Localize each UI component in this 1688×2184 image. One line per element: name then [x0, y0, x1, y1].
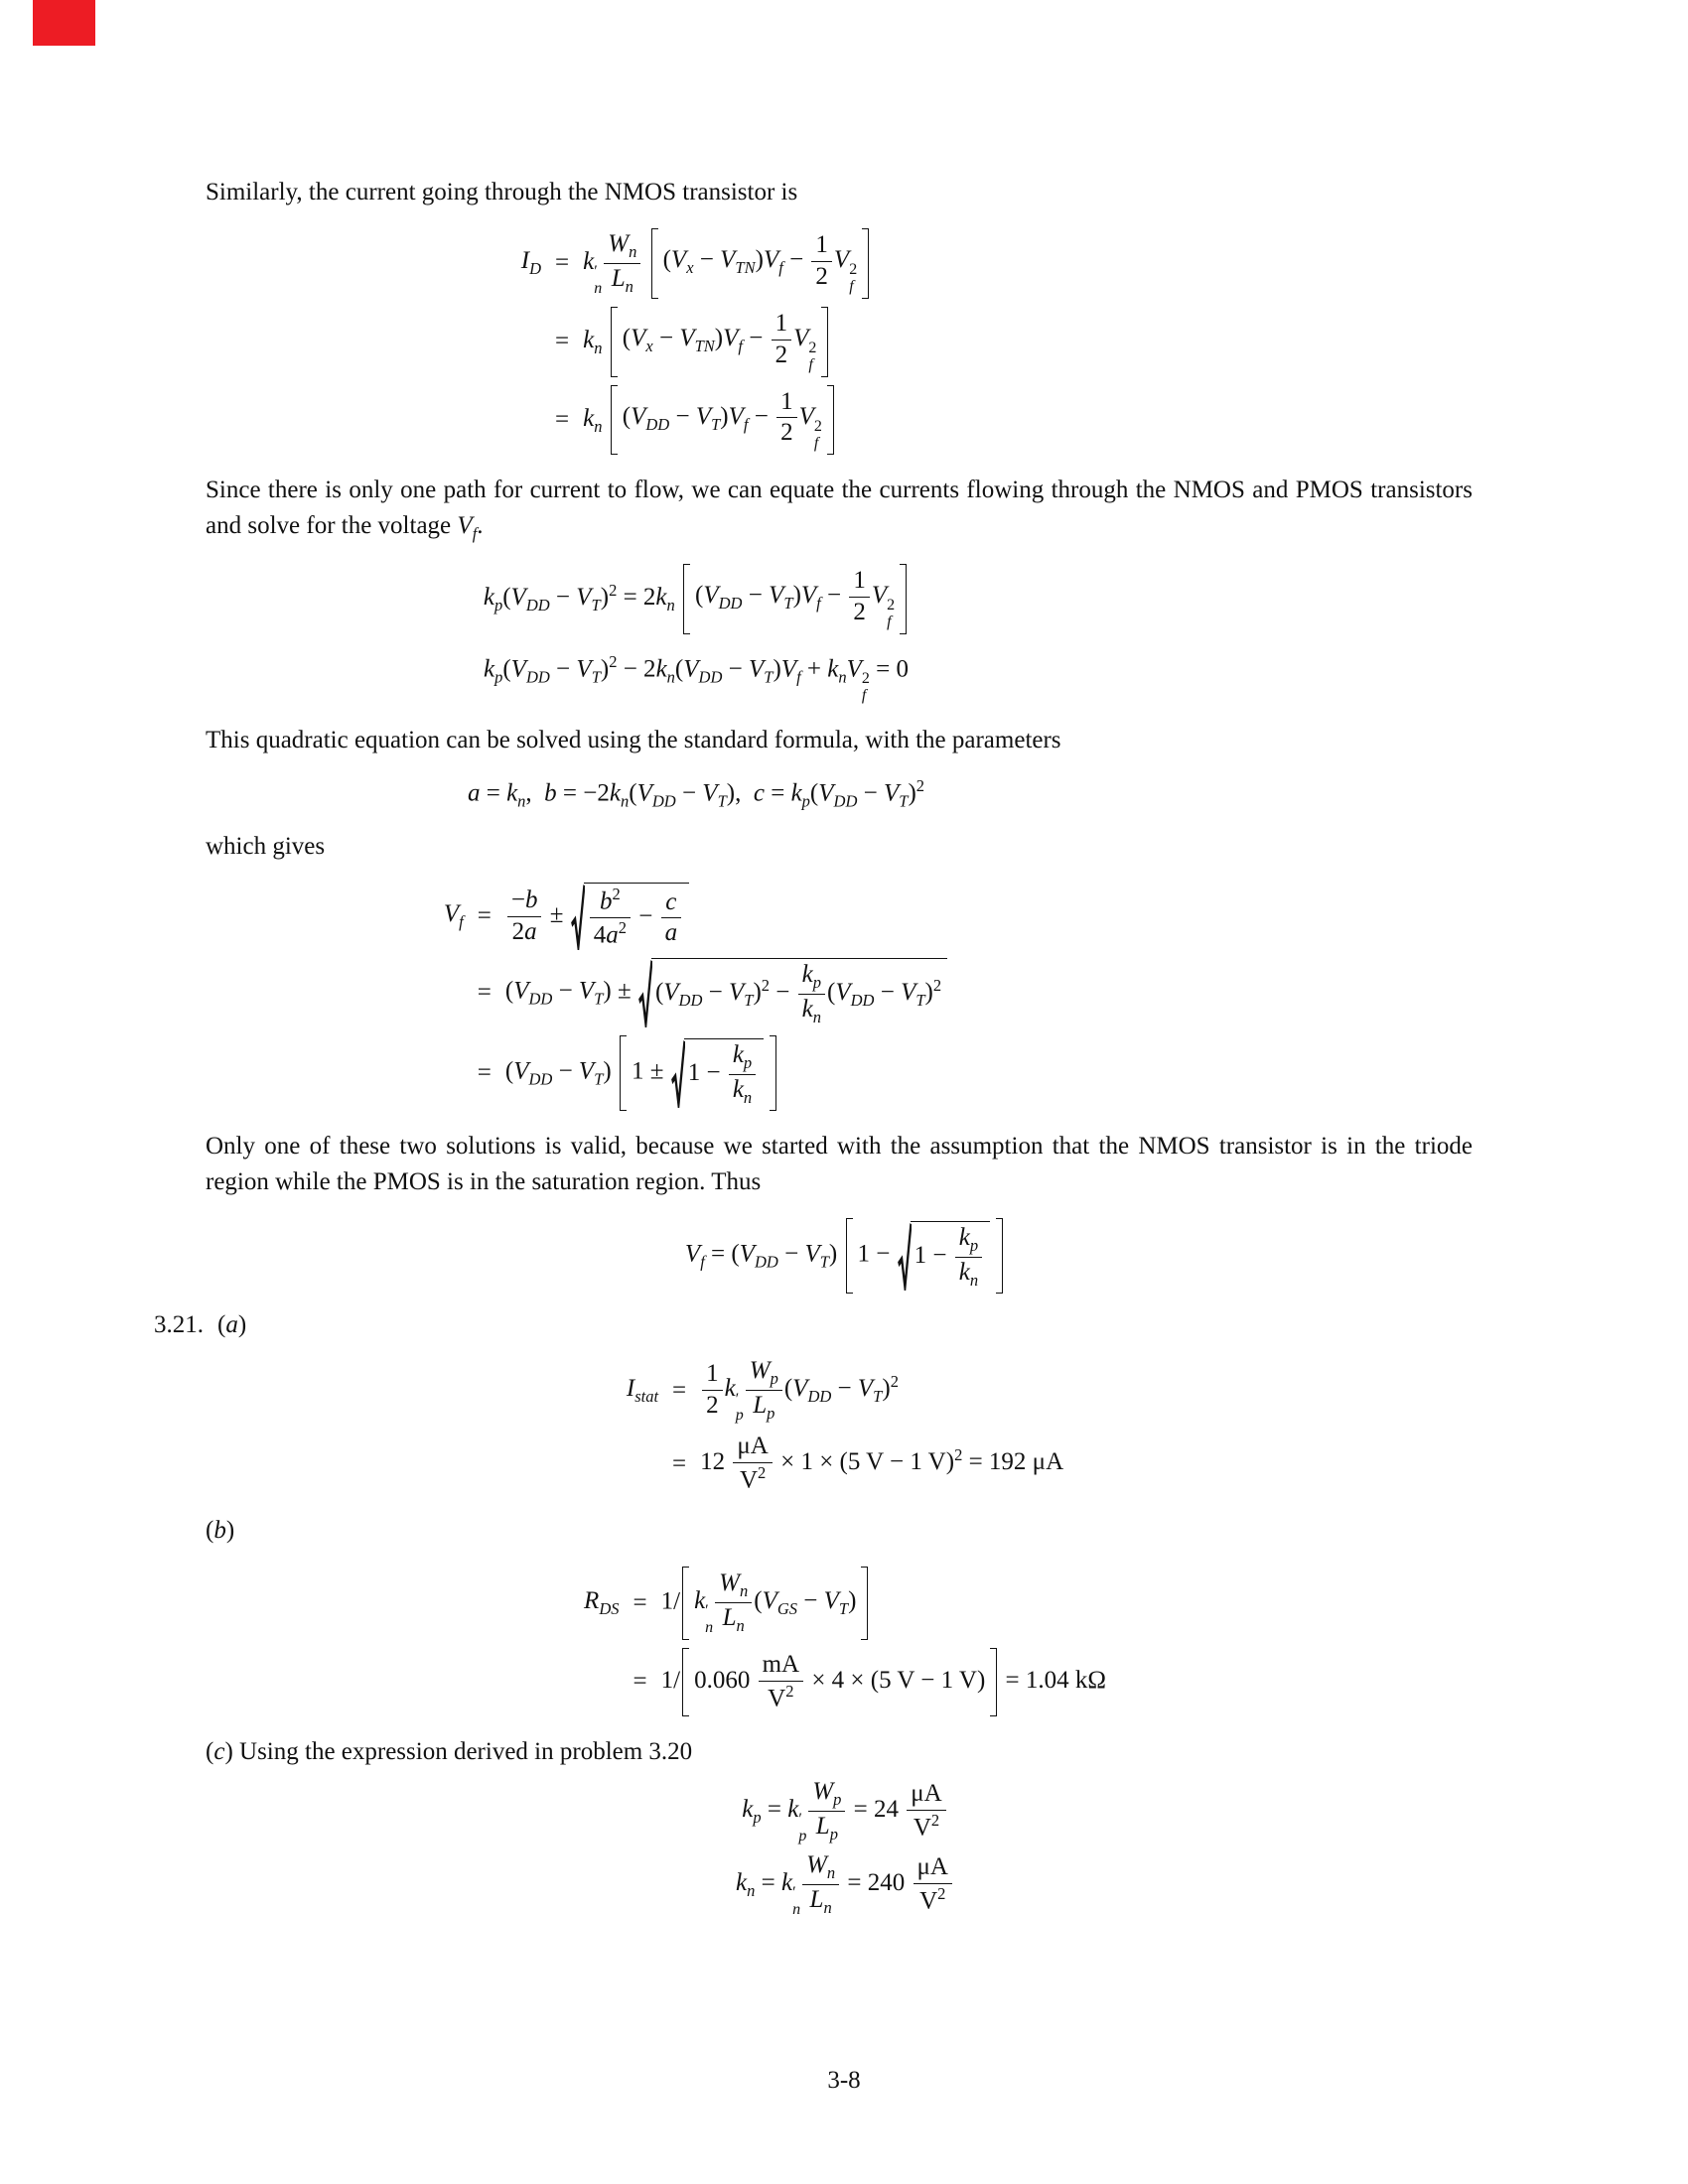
eq-rhs: 1/ 0.060 $\frac{mA}{V^2}$ × 4 × (5 V − 1 V) = 1.04 kΩ — [661, 1648, 1106, 1716]
part-a-label: (a) — [217, 1311, 247, 1339]
equation-drain-current — [57, 228, 1336, 455]
equation-istat — [206, 1357, 1484, 1495]
equation-equated-currents: $k_p(V_{DD} - V_T)^2 = 2k_n$ $(V_{DD} - V_T)V_f$ − $\frac{1}{2}$ V 2 f — [57, 564, 1336, 634]
eq-rhs: $\frac{-b}{2a}$ ± $\frac{b^2}{4a^2}$ − $\frac{c}{a}$ — [505, 883, 690, 950]
eq-rhs: $k_n$ $(V_{DD} - V_T)V_f$ − $\frac{1}{2}$ V 2 f — [583, 385, 836, 456]
equation-vf-final: $V_f = (V_{DD} - V_T)$ 1 − 1 − $\frac{k_p}{k_n}$ — [206, 1218, 1484, 1294]
paragraph-equate-currents: Since there is only one path for current to flow, we can equate the currents flowing through the NMOS and PMOS transistors and solve for the voltage $V_f$. — [206, 477, 1473, 544]
paragraph-which-gives: which gives — [206, 833, 326, 861]
eq-equals: = — [633, 1668, 647, 1696]
paragraph-valid-solution: Only one of these two solutions is valid, because we started with the assumption that the NMOS transistor is in the triode region while the PMOS is in the saturation region. Thus — [206, 1133, 1473, 1196]
eq-rhs: $k_n$ $(V_x - V_{TN})V_f$ − $\frac{1}{2}$ V 2 f — [583, 307, 830, 377]
eq-equals: = — [555, 405, 570, 433]
equation-vf-solutions — [57, 883, 1336, 1111]
equation-kn-value: $k_n = k$ ′ n $\frac{W_n}{L_n}$ = 240 $\frac{\mu A}{V^2}$ — [206, 1851, 1484, 1919]
section-3-21-a — [154, 1311, 1484, 1339]
eq-rhs: $(V_{DD} - V_T)$ 1 ± 1 − $\frac{k_p}{k_n}$ — [505, 1035, 778, 1111]
paragraph-nmos-current: Similarly, the current going through the NMOS transistor is — [206, 179, 798, 205]
equation-kp-value: $k_p = k$ ′ p $\frac{W_p}{L_p}$ = 24 $\frac{\mu A}{V^2}$ — [206, 1778, 1484, 1845]
eq-rhs: 1/ k ′ n $\frac{W_n}{L_n}$ $(V_{GS} - V_T)$ — [661, 1567, 871, 1640]
eq-equals: = — [477, 1059, 492, 1087]
eq-lhs: $I_{stat}$ — [626, 1375, 659, 1407]
part-b-label: (b) — [206, 1517, 235, 1545]
eq-equals: = — [555, 249, 570, 277]
eq-rhs: $\frac{1}{2}$ k ′ p $\frac{W_p}{L_p}$ $(V_{DD} - V_T)^2$ — [700, 1357, 899, 1425]
equation-quadratic: $k_p(V_{DD} - V_T)^2 - 2k_n(V_{DD} - V_T)V_f + k_nV$ 2 f = 0 — [483, 651, 910, 705]
equation-abc-parameters: $a = k_n$, $b = -2k_n(V_{DD} - V_T)$, $c = k_p(V_{DD} - V_T)^2$ — [467, 775, 925, 811]
eq-lhs: $R_{DS}$ — [584, 1587, 620, 1619]
page-number: 3-8 — [827, 2067, 861, 2094]
paragraph-quadratic-formula: This quadratic equation can be solved using the standard formula, with the parameters — [206, 726, 1061, 753]
eq-lhs: $I_D$ — [520, 247, 542, 279]
eq-lhs: $V_f$ — [443, 900, 464, 932]
equation-rds — [206, 1567, 1484, 1716]
eq-rhs: $(V_{DD} - V_T)$ ± $(V_{DD} - V_T)^2$ − $\frac{k_p}{k_n}$ $(V_{DD} - V_T)^2$ — [505, 958, 948, 1027]
eq-equals: = — [477, 979, 492, 1007]
eq-equals: = — [477, 902, 492, 930]
red-corner-marker — [33, 0, 95, 46]
eq-rhs: 12 $\frac{\mu A}{V^2}$ × 1 × (5 V − 1 V)$^2$ = 192 μA — [700, 1433, 1064, 1494]
eq-rhs: k ′ n $\frac{W_n}{L_n}$ $(V_x - V_{TN})V_f$ − $\frac{1}{2}$ V 2 f — [583, 228, 871, 299]
eq-equals: = — [555, 328, 570, 355]
part-c-label: (c) Using the expression derived in problem 3.20 — [206, 1737, 693, 1765]
eq-equals: = — [633, 1589, 647, 1617]
eq-equals: = — [672, 1377, 687, 1405]
problem-number: 3.21. — [154, 1311, 204, 1339]
eq-equals: = — [672, 1449, 687, 1477]
